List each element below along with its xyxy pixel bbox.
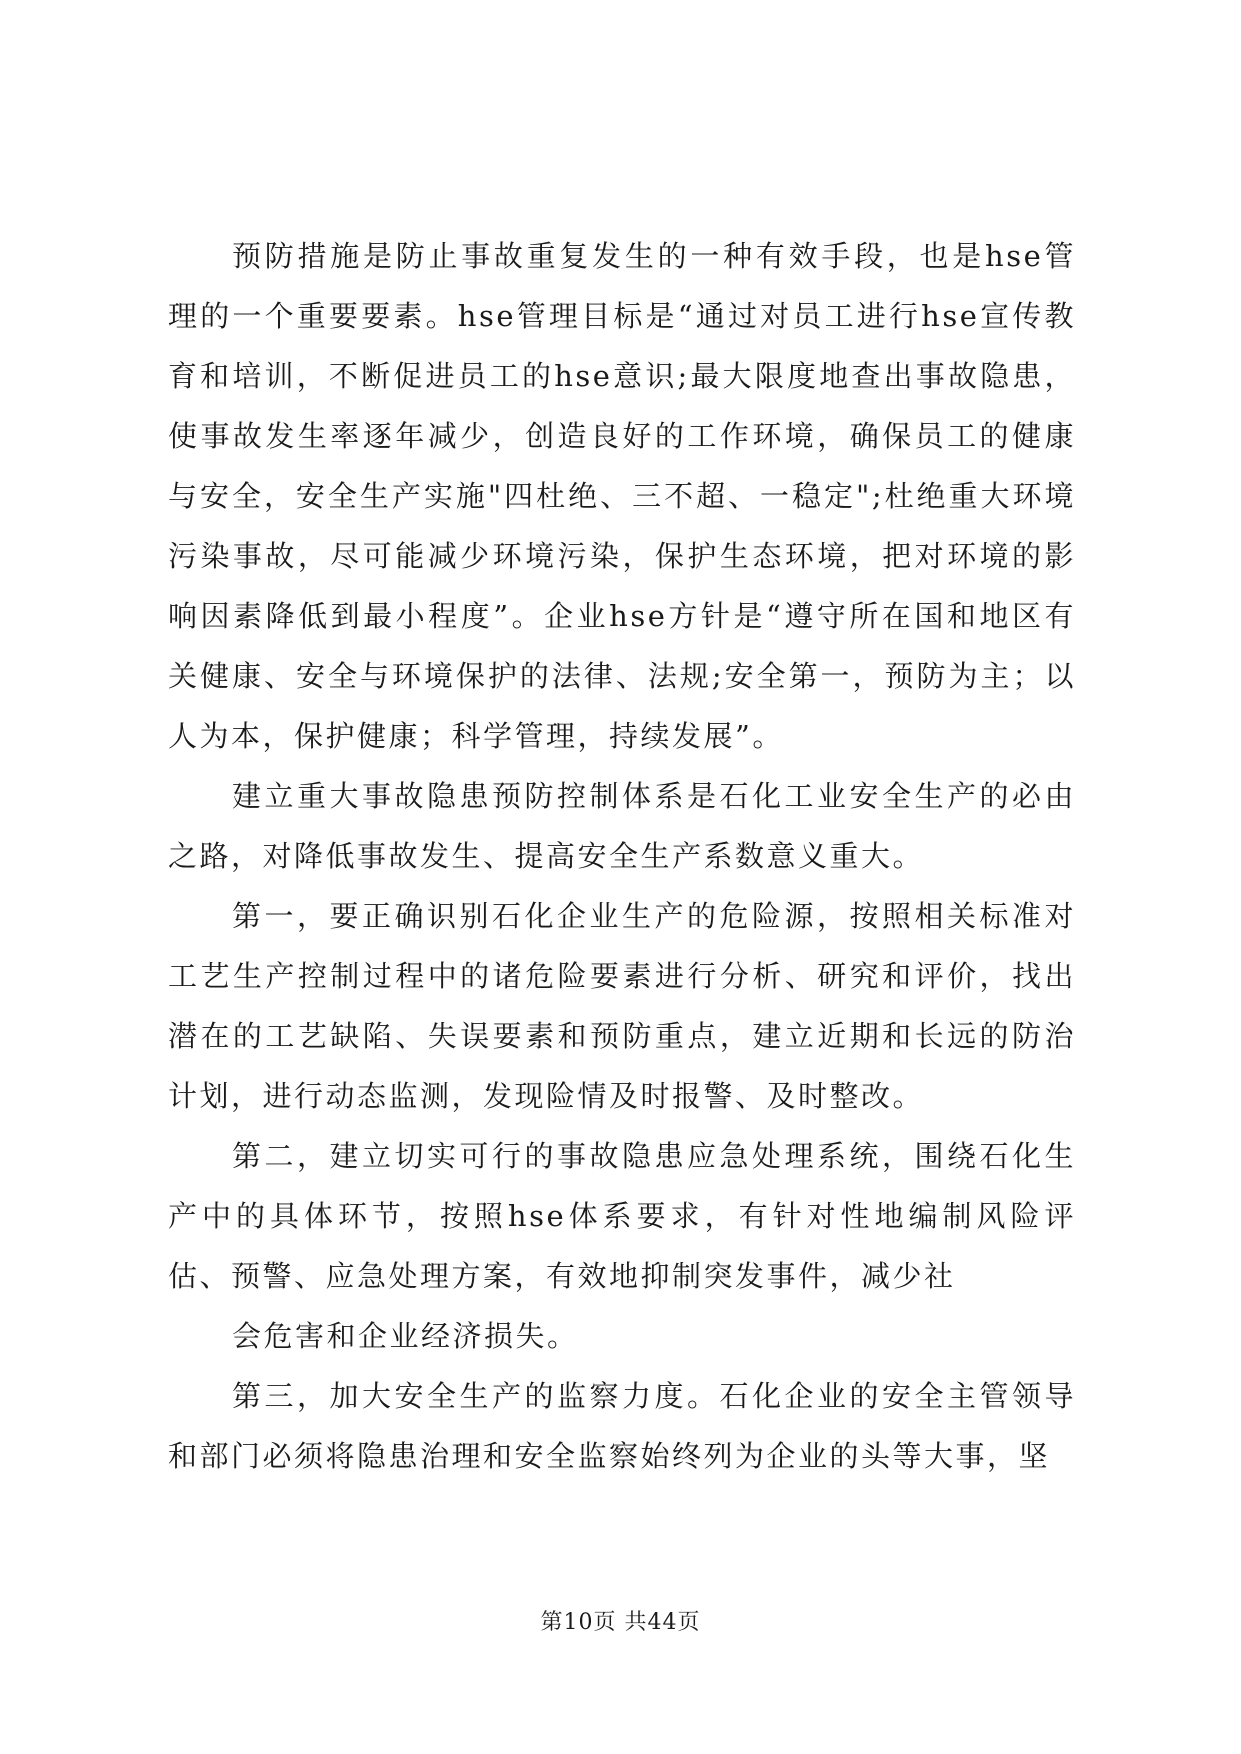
page-number-footer: 第10页 共44页 <box>540 1610 701 1635</box>
paragraph-third-point: 第三，加大安全生产的监察力度。石化企业的安全主管领导和部门必须将隐患治理和安全监察始终列为企业的头等大事，坚 <box>168 1379 1076 1473</box>
paragraph-first-point: 第一，要正确识别石化企业生产的危险源，按照相关标准对工艺生产控制过程中的诸危险要素进行分析、研究和评价，找出潜在的工艺缺陷、失误要素和预防重点，建立近期和长远的防治计划，进行动态监测，发现险情及时报警、及时整改。 <box>168 899 1076 1113</box>
paragraph-control-system: 建立重大事故隐患预防控制体系是石化工业安全生产的必由之路，对降低事故发生、提高安全生产系数意义重大。 <box>168 779 1076 873</box>
paragraph-second-point: 第二，建立切实可行的事故隐患应急处理系统，围绕石化生产中的具体环节，按照hse体系要求，有针对性地编制风险评估、预警、应急处理方案，有效地抑制突发事件，减少社 <box>168 1139 1076 1293</box>
paragraph-second-point-continued: 会危害和企业经济损失。 <box>232 1319 579 1353</box>
paragraph-prevention-measures: 预防措施是防止事故重复发生的一种有效手段，也是hse管理的一个重要要素。hse管理目标是“通过对员工进行hse宣传教育和培训，不断促进员工的hse意识;最大限度地查出事故隐患，使事故发生率逐年减少，创造良好的工作环境，确保员工的健康与安全，安全生产实施"四杜绝、三不超、一稳定";杜绝重大环境污染事故，尽可能减少环境污染，保护生态环境，把对环境的影响因素降低到最小程度”。企业hse方针是“遵守所在国和地区有关健康、安全与环境保护的法律、法规;安全第一，预防为主；以人为本，保护健康；科学管理，持续发展”。 <box>168 239 1076 753</box>
document-body <box>168 226 1076 1486</box>
